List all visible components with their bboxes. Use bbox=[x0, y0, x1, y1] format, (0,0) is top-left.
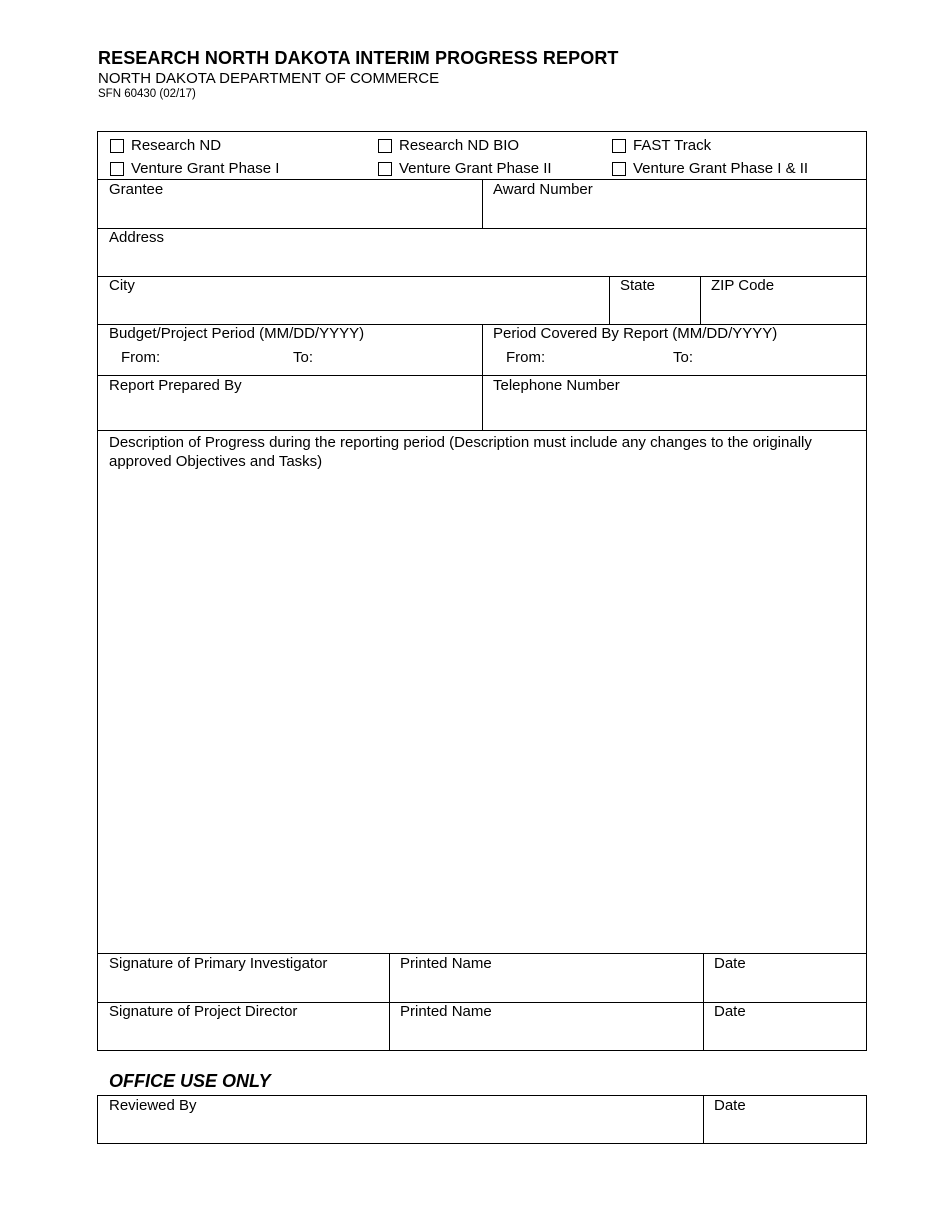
checkbox-box[interactable] bbox=[110, 162, 124, 176]
pi-date-label: Date bbox=[714, 955, 746, 972]
description-field[interactable] bbox=[98, 472, 866, 952]
telephone-field[interactable] bbox=[483, 376, 866, 429]
prepared-by-field[interactable] bbox=[98, 376, 481, 429]
pd-date-field[interactable] bbox=[704, 1003, 866, 1050]
telephone-label: Telephone Number bbox=[493, 377, 620, 394]
pi-signature-field[interactable] bbox=[98, 954, 388, 1001]
prepared-by-label: Report Prepared By bbox=[109, 377, 242, 394]
checkbox-fast-track[interactable] bbox=[612, 137, 711, 154]
period-from-label: From: bbox=[506, 349, 546, 366]
zip-label: ZIP Code bbox=[711, 277, 775, 294]
checkbox-venture-grant-phase-2[interactable] bbox=[378, 160, 552, 177]
award-number-field[interactable] bbox=[483, 180, 866, 227]
divider bbox=[97, 430, 867, 431]
pd-signature-field[interactable] bbox=[98, 1003, 388, 1050]
checkbox-box[interactable] bbox=[612, 162, 626, 176]
pd-date-label: Date bbox=[714, 1003, 746, 1020]
checkbox-label: Venture Grant Phase I & II bbox=[633, 160, 809, 177]
pi-signature-label: Signature of Primary Investigator bbox=[109, 955, 328, 972]
reviewed-by-label: Reviewed By bbox=[109, 1097, 197, 1114]
checkbox-box[interactable] bbox=[378, 162, 392, 176]
form-number: SFN 60430 (02/17) bbox=[98, 88, 196, 100]
checkbox-venture-grant-phase-1-2[interactable] bbox=[612, 160, 808, 177]
checkbox-label: Venture Grant Phase II bbox=[399, 160, 552, 177]
checkbox-label: Venture Grant Phase I bbox=[131, 160, 280, 177]
city-field[interactable] bbox=[98, 277, 608, 323]
office-use-heading: OFFICE USE ONLY bbox=[109, 1071, 271, 1091]
office-date-label: Date bbox=[714, 1097, 746, 1114]
pi-printed-name-field[interactable] bbox=[390, 954, 702, 1001]
checkbox-research-nd-bio[interactable] bbox=[378, 137, 519, 154]
award-number-label: Award Number bbox=[493, 181, 593, 198]
budget-period-label: Budget/Project Period (MM/DD/YYYY) bbox=[109, 325, 365, 342]
checkbox-label: FAST Track bbox=[633, 137, 712, 154]
checkbox-research-nd[interactable] bbox=[110, 137, 221, 154]
checkbox-box[interactable] bbox=[110, 139, 124, 153]
form-title: RESEARCH NORTH DAKOTA INTERIM PROGRESS REPORT bbox=[98, 48, 619, 68]
checkbox-label: Research ND bbox=[131, 137, 222, 154]
office-date-field[interactable] bbox=[704, 1096, 866, 1143]
period-to-label: To: bbox=[673, 349, 694, 366]
checkbox-venture-grant-phase-1[interactable] bbox=[110, 160, 279, 177]
zip-field[interactable] bbox=[701, 277, 866, 323]
pd-signature-label: Signature of Project Director bbox=[109, 1003, 298, 1020]
description-label: Description of Progress during the reporting period (Description must include any changes to the originally approved Objectives and Tasks) bbox=[109, 434, 812, 470]
pd-printed-name-label: Printed Name bbox=[400, 1003, 492, 1020]
pi-printed-name-label: Printed Name bbox=[400, 955, 492, 972]
budget-from-label: From: bbox=[121, 349, 161, 366]
period-covered-label: Period Covered By Report (MM/DD/YYYY) bbox=[493, 325, 778, 342]
department-name: NORTH DAKOTA DEPARTMENT OF COMMERCE bbox=[98, 70, 440, 87]
pd-printed-name-field[interactable] bbox=[390, 1003, 702, 1050]
checkbox-box[interactable] bbox=[612, 139, 626, 153]
state-label: State bbox=[620, 277, 656, 294]
address-field[interactable] bbox=[98, 229, 866, 275]
grantee-field[interactable] bbox=[98, 180, 481, 227]
grantee-label: Grantee bbox=[109, 181, 164, 198]
city-label: City bbox=[109, 277, 135, 294]
checkbox-box[interactable] bbox=[378, 139, 392, 153]
pi-date-field[interactable] bbox=[704, 954, 866, 1001]
address-label: Address bbox=[109, 229, 165, 246]
state-field[interactable] bbox=[610, 277, 699, 323]
budget-to-label: To: bbox=[293, 349, 314, 366]
checkbox-label: Research ND BIO bbox=[399, 137, 520, 154]
reviewed-by-field[interactable] bbox=[98, 1096, 702, 1143]
